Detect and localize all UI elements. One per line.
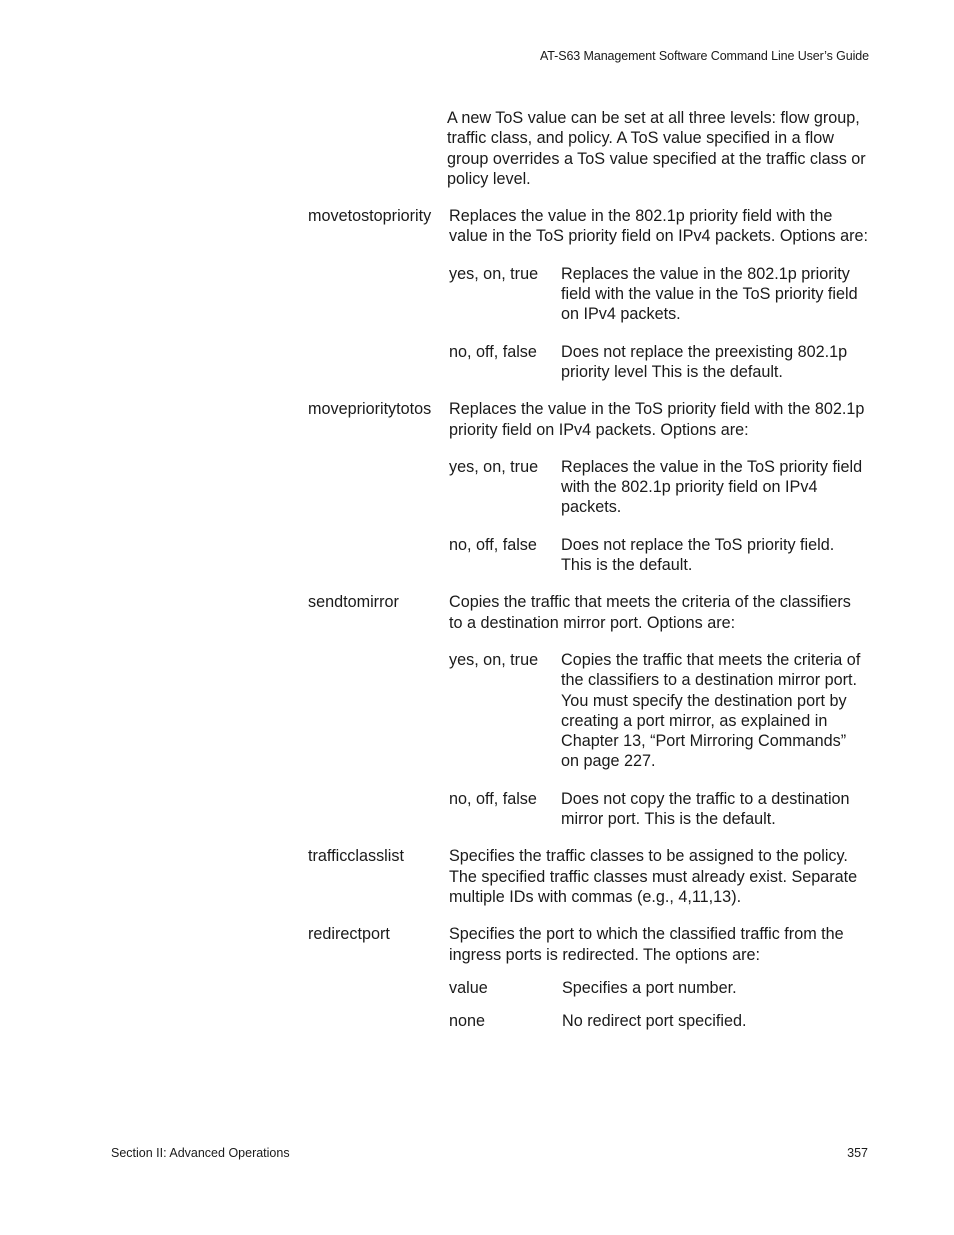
param-body (449, 846, 868, 907)
param-description: Replaces the value in the ToS priority field with the 802.1p priority field on IPv4 packets. Options are: (449, 400, 865, 439)
option-row (449, 535, 868, 576)
param-name: redirectport (308, 925, 390, 944)
intro-paragraph: A new ToS value can be set at all three levels: flow group, traffic class, and policy. A ToS value specified in a flow group overrides a ToS value specified at the traffic class or policy level. (447, 109, 866, 188)
page-content (308, 108, 868, 1061)
param-description: Copies the traffic that meets the criteria of the classifiers to a destination mirror port. Options are: (449, 593, 851, 632)
option-description: Replaces the value in the 802.1p priority field with the value in the ToS priority field on IPv4 packets. (561, 264, 858, 324)
footer-section: Section II: Advanced Operations (111, 1146, 290, 1160)
option-name: yes, on, true (449, 264, 539, 283)
option-name: yes, on, true (449, 457, 539, 476)
param-trafficclasslist (308, 846, 868, 907)
option-description: No redirect port specified. (562, 1012, 747, 1031)
option-name: none (449, 1012, 486, 1031)
param-body (449, 924, 868, 1044)
param-body (449, 592, 868, 829)
option-description: Does not replace the ToS priority field. This is the default. (561, 535, 835, 575)
param-description: Specifies the traffic classes to be assigned to the policy. The specified traffic classes must already exist. Separate multiple IDs with commas (e.g., 4,11,13). (449, 847, 858, 906)
param-movetostopriority (308, 206, 868, 382)
option-description: Does not replace the preexisting 802.1p priority level This is the default. (561, 342, 848, 381)
option-row (449, 650, 868, 772)
param-name: moveprioritytotos (308, 400, 432, 419)
param-body (449, 399, 868, 575)
option-row (449, 1011, 868, 1031)
option-description: Specifies a port number. (562, 978, 737, 997)
option-name: value (449, 978, 488, 997)
param-name: trafficclasslist (308, 847, 404, 866)
option-description: Replaces the value in the ToS priority field with the 802.1p priority field on IPv4 packets. (561, 457, 863, 517)
param-moveprioritytotos (308, 399, 868, 575)
option-description: Does not copy the traffic to a destination mirror port. This is the default. (561, 789, 850, 829)
param-name: movetostopriority (308, 207, 432, 226)
param-description: Replaces the value in the 802.1p priority field with the value in the ToS priority field on IPv4 packets. Options are: (449, 207, 869, 246)
option-row (449, 789, 868, 830)
option-row (449, 264, 868, 325)
option-row (449, 457, 868, 518)
param-sendtomirror (308, 592, 868, 829)
param-body (449, 206, 868, 382)
option-row (449, 978, 868, 998)
param-name: sendtomirror (308, 593, 399, 612)
option-description: Copies the traffic that meets the criteria of the classifiers to a destination mirror port. You must specify the destination port by creating a port mirror, as explained in Chapter 13, “Port Mirroring Commands” on page 227. (561, 650, 861, 771)
option-name: no, off, false (449, 535, 537, 554)
page-number: 357 (847, 1146, 868, 1160)
param-description: Specifies the port to which the classified traffic from the ingress ports is redirected. The options are: (449, 925, 844, 964)
option-name: no, off, false (449, 789, 537, 808)
option-row (449, 342, 868, 383)
option-name: no, off, false (449, 342, 537, 361)
running-header: AT-S63 Management Software Command Line User’s Guide (540, 49, 869, 63)
param-redirectport (308, 924, 868, 1044)
option-name: yes, on, true (449, 650, 539, 669)
